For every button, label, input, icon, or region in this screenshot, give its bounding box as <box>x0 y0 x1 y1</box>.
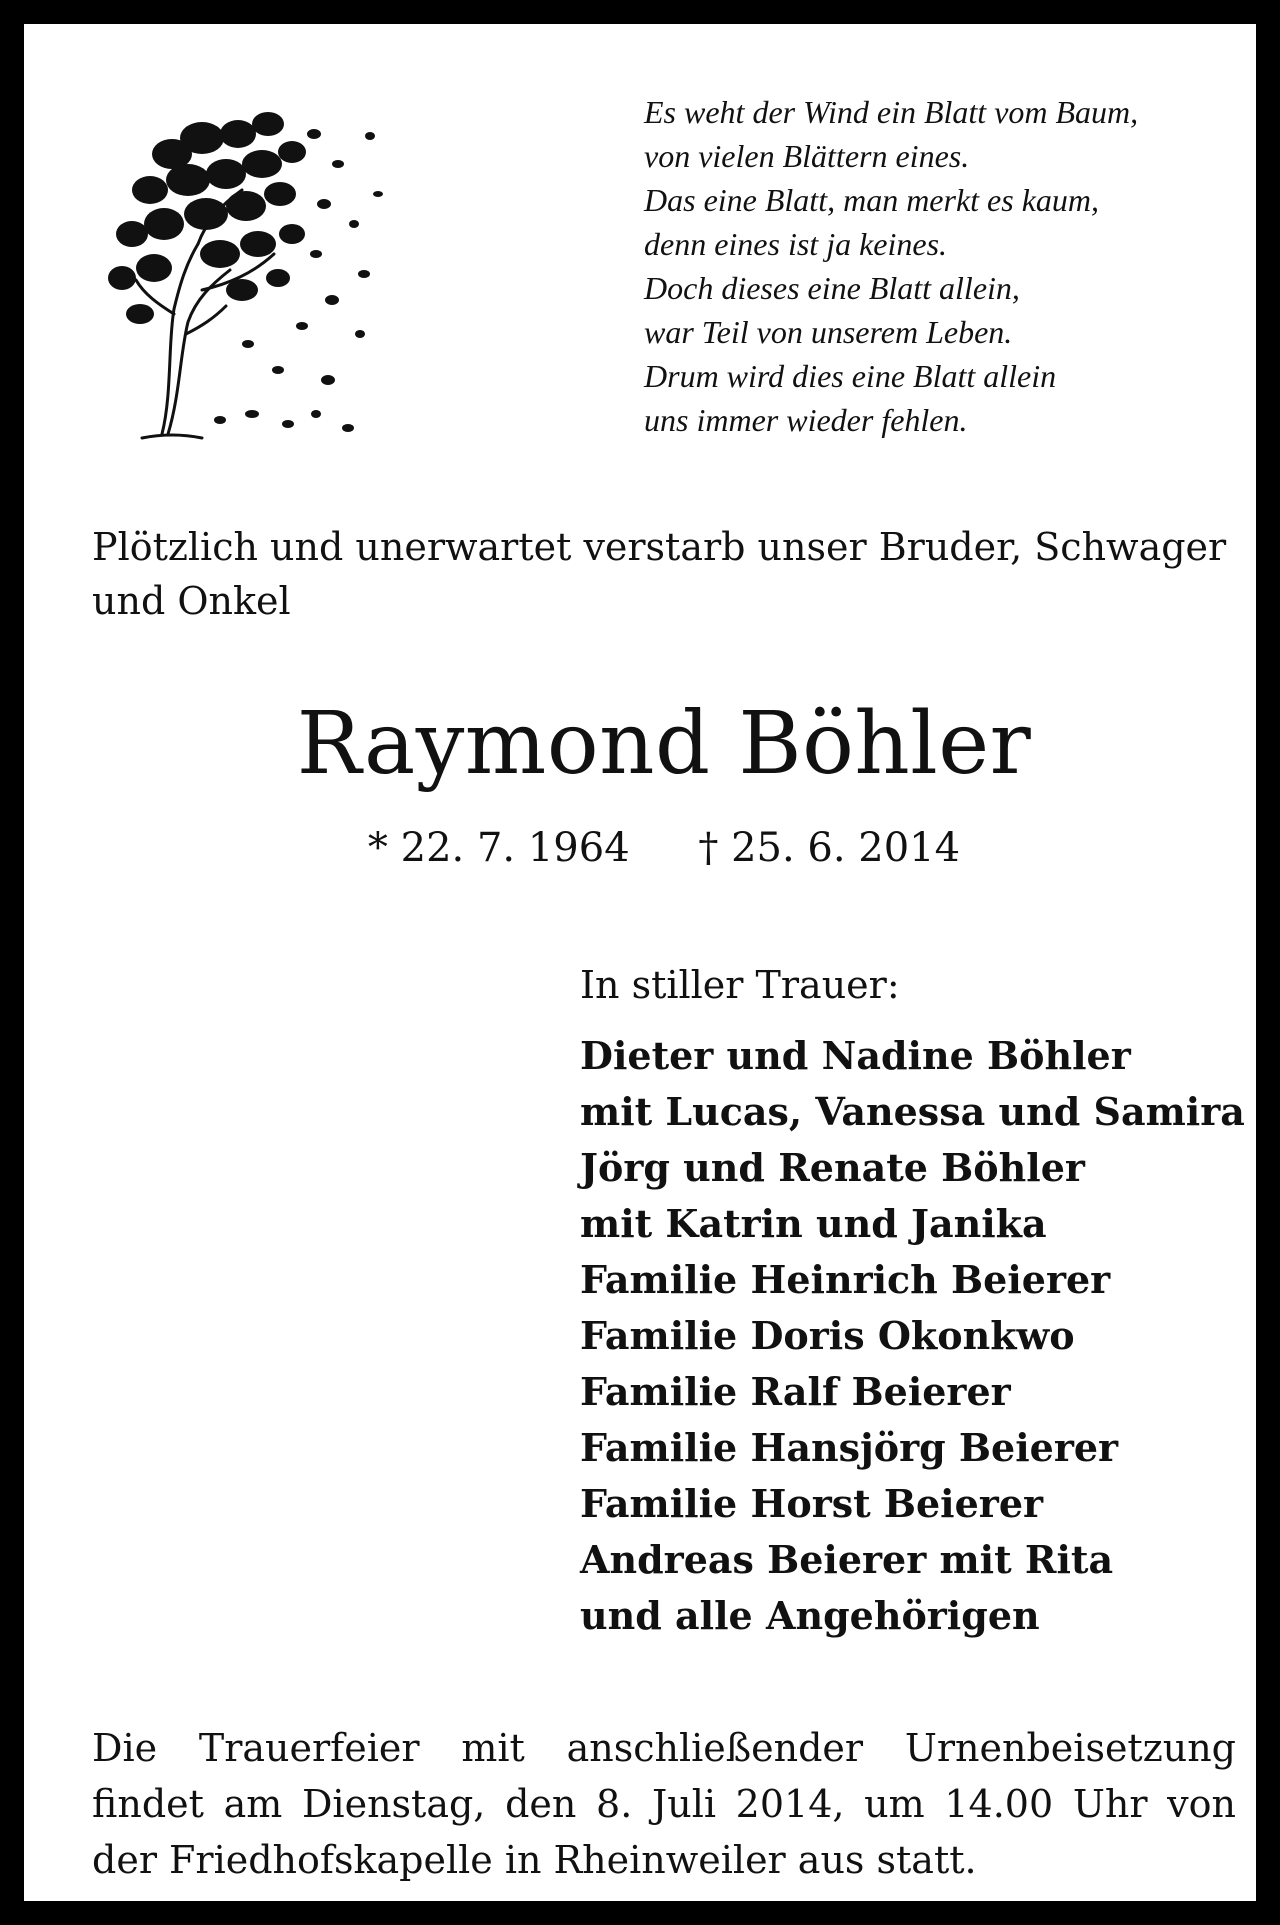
mourning-heading: In stiller Trauer: <box>580 963 900 1007</box>
poem-line: von vielen Blättern eines. <box>644 138 970 174</box>
poem-line: Es weht der Wind ein Blatt vom Baum, <box>644 94 1139 130</box>
poem-line: denn eines ist ja keines. <box>644 226 948 262</box>
mourner-entry: mit Lucas, Vanessa und Samira <box>580 1089 1245 1134</box>
mourner-entry: Dieter und Nadine Böhler <box>580 1033 1131 1078</box>
funeral-ceremony-info: Die Trauerfeier mit anschließender Urnenbeisetzung findet am Dienstag, den 8. Juli 2014, um 14.00 Uhr von der Friedhofskapelle in Rheinweiler aus statt. <box>92 1726 1236 1882</box>
deceased-name: Raymond Böhler <box>296 694 1032 794</box>
mourner-entry: Jörg und Renate Böhler <box>580 1145 1085 1190</box>
mourner-entry: Familie Ralf Beierer <box>580 1369 1011 1414</box>
death-date: † 25. 6. 2014 <box>698 825 961 871</box>
poem-line: Das eine Blatt, man merkt es kaum, <box>644 182 1100 218</box>
poem-line: Drum wird dies eine Blatt allein <box>644 358 1057 394</box>
poem-line: uns immer wieder fehlen. <box>644 402 968 438</box>
poem-line: war Teil von unserem Leben. <box>644 314 1013 350</box>
mourner-entry: Familie Doris Okonkwo <box>580 1313 1075 1358</box>
life-dates <box>24 820 1280 876</box>
mourner-entry: Familie Horst Beierer <box>580 1481 1044 1526</box>
mourner-entry: und alle Angehörigen <box>580 1593 1040 1638</box>
announcement-intro: Plötzlich und unerwartet verstarb unser Bruder, Schwager und Onkel <box>92 525 1227 623</box>
poem-line: Doch dieses eine Blatt allein, <box>644 270 1020 306</box>
mourner-entry: mit Katrin und Janika <box>580 1201 1047 1246</box>
mourner-entry: Familie Heinrich Beierer <box>580 1257 1111 1302</box>
birth-date: * 22. 7. 1964 <box>367 825 630 871</box>
wind-blown-tree-icon <box>102 94 392 454</box>
mourners-list <box>580 1028 1245 1644</box>
poem <box>644 90 1264 442</box>
mourner-entry: Familie Hansjörg Beierer <box>580 1425 1119 1470</box>
mourner-entry: Andreas Beierer mit Rita <box>580 1537 1114 1582</box>
